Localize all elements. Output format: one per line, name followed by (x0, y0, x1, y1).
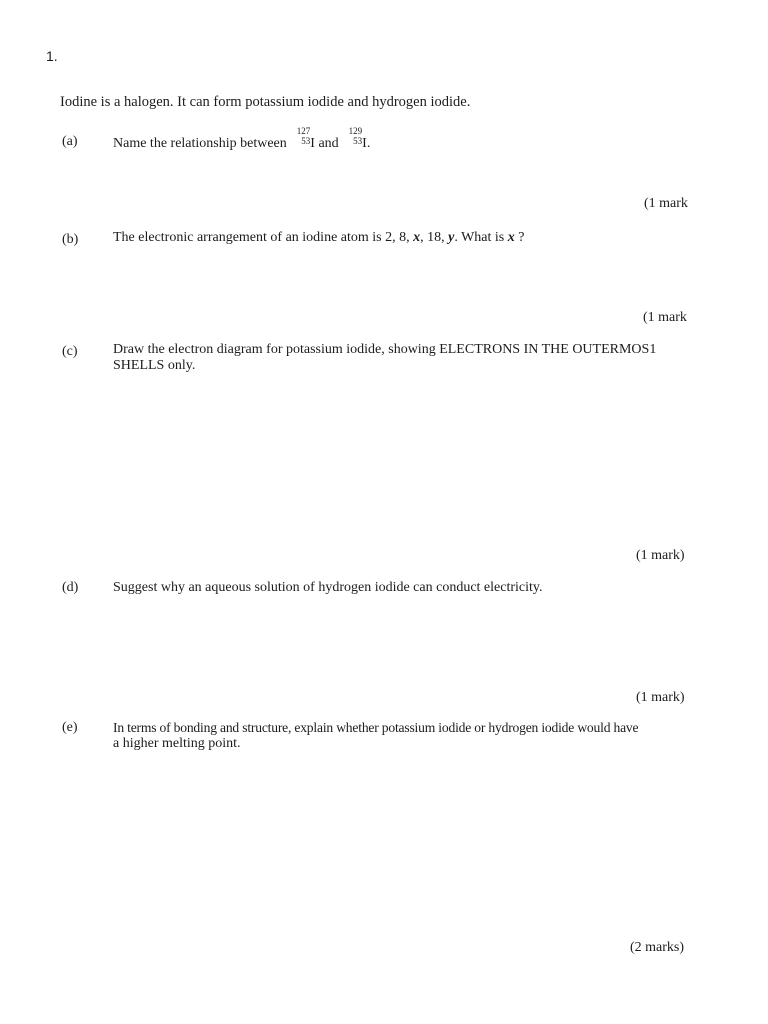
isotope-iodine-127 (290, 126, 311, 147)
part-c-text (113, 342, 693, 374)
isotope-1-atomic: 53 (301, 136, 311, 146)
part-c-line-1: Draw the electron diagram for potassium iodide, showing ELECTRONS IN THE OUTERMOS1 (113, 342, 657, 357)
var-y: y (448, 230, 455, 245)
isotope-2-mass: 129 (348, 126, 363, 136)
part-a-label: (a) (62, 134, 78, 149)
question-intro: Iodine is a halogen. It can form potassium iodide and hydrogen iodide. (60, 94, 471, 110)
part-c-mark: (1 mark) (636, 548, 685, 563)
part-d-mark: (1 mark) (636, 690, 685, 705)
part-e-label: (e) (62, 720, 78, 735)
part-a-connector: and (318, 136, 339, 151)
isotope-2-atomic: 53 (353, 136, 363, 146)
part-c-label: (c) (62, 344, 78, 359)
part-e-text (113, 720, 703, 752)
part-b-mark: (1 mark (643, 310, 687, 325)
isotope-iodine-129 (342, 126, 363, 147)
part-b-text-before: The electronic arrangement of an iodine atom is 2, 8, (113, 230, 410, 245)
isotope-1-mass: 127 (296, 126, 311, 136)
part-d-label: (d) (62, 580, 79, 595)
isotope-2-symbol: I. (362, 136, 371, 151)
isotope-1-symbol: I (310, 136, 315, 151)
part-d-text: Suggest why an aqueous solution of hydrogen iodide can conduct electricity. (113, 580, 543, 595)
question-number: 1. (46, 48, 58, 64)
part-b-text (113, 230, 524, 246)
var-x-question: x (507, 230, 515, 245)
part-b-text-end: ? (514, 230, 525, 245)
part-e-line-1: In terms of bonding and structure, explain whether potassium iodide or hydrogen iodide would have (113, 720, 639, 735)
part-e-mark: (2 marks) (630, 940, 685, 955)
var-x: x (413, 230, 421, 245)
part-a-text (113, 126, 371, 152)
part-c-line-2: SHELLS only. (113, 358, 196, 373)
part-b-label: (b) (62, 232, 79, 247)
part-a-text-before: Name the relationship between (113, 136, 287, 151)
part-b-text-mid: , 18, (420, 230, 445, 245)
part-b-text-after: . What is (454, 230, 505, 245)
part-a-mark: (1 mark (644, 196, 688, 211)
part-e-line-2: a higher melting point. (113, 736, 241, 751)
